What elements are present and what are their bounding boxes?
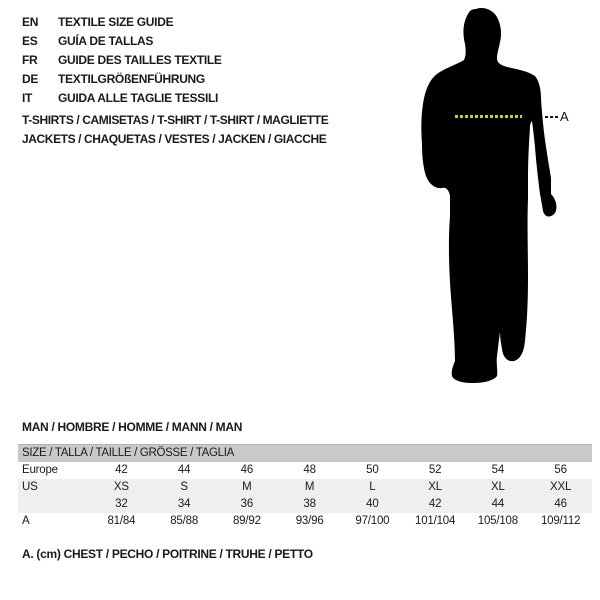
table-cell: 42: [428, 498, 442, 510]
table-cell: 105/108: [477, 515, 518, 527]
language-code: IT: [22, 91, 33, 105]
language-list: [22, 13, 222, 108]
table-cell: 89/92: [232, 515, 261, 527]
table-cell: 101/104: [415, 515, 456, 527]
table-row-us-numbers: [18, 496, 592, 513]
table-cell: 50: [366, 464, 379, 476]
table-row-us-letters: [18, 479, 592, 496]
language-code: FR: [22, 53, 38, 67]
row-label: Europe: [22, 464, 58, 476]
table-cell: 46: [554, 498, 567, 510]
language-row-en: [22, 13, 222, 32]
garment-line-jackets: JACKETS / CHAQUETAS / VESTES / JACKEN / GIACCHE: [22, 132, 327, 146]
chest-measure-line-outer: [545, 116, 560, 118]
table-cell: 109/112: [540, 515, 581, 527]
language-label: TEXTILGRÖßENFÜHRUNG: [58, 72, 205, 86]
table-cell: XL: [428, 481, 442, 493]
row-label: US: [22, 481, 38, 493]
table-cell: 85/88: [170, 515, 199, 527]
table-cell: 93/96: [295, 515, 324, 527]
language-label: GUIDE DES TAILLES TEXTILE: [58, 53, 222, 67]
table-cell: 34: [177, 498, 191, 510]
table-cell: 48: [303, 464, 316, 476]
language-code: DE: [22, 72, 39, 86]
table-cell: 40: [366, 498, 379, 510]
language-label: TEXTILE SIZE GUIDE: [58, 15, 174, 29]
garment-line-tshirts: T-SHIRTS / CAMISETAS / T-SHIRT / T-SHIRT / MAGLIETTE: [22, 113, 329, 127]
table-cell: 42: [115, 464, 128, 476]
size-table: [18, 444, 592, 530]
table-cell: 54: [491, 464, 505, 476]
language-label: GUIDA ALLE TAGLIE TESSILI: [58, 91, 219, 105]
size-table-header: SIZE / TALLA / TAILLE / GRÖSSE / TAGLIA: [18, 444, 592, 462]
section-title-man: MAN / HOMBRE / HOMME / MANN / MAN: [22, 420, 243, 434]
table-row-europe: [18, 462, 592, 479]
table-cell: 46: [240, 464, 254, 476]
row-label: [18, 496, 90, 513]
language-row-it: [22, 89, 222, 108]
table-cell: 52: [428, 464, 442, 476]
language-code: ES: [22, 34, 38, 48]
table-cell: M: [242, 481, 252, 493]
table-cell: XL: [491, 481, 505, 493]
table-cell: XS: [113, 481, 129, 493]
table-cell: 44: [491, 498, 505, 510]
table-cell: 36: [240, 498, 254, 510]
language-row-es: [22, 32, 222, 51]
row-label: A: [22, 515, 30, 527]
table-cell: XXL: [550, 481, 572, 493]
garment-types: [22, 111, 328, 149]
table-cell: 97/100: [355, 515, 390, 527]
language-row-fr: [22, 51, 222, 70]
table-cell: 81/84: [107, 515, 136, 527]
measurement-footnote: A. (cm) CHEST / PECHO / POITRINE / TRUHE / PETTO: [22, 547, 313, 561]
table-cell: 32: [115, 498, 128, 510]
table-cell: 38: [303, 498, 316, 510]
table-cell: L: [369, 481, 376, 493]
table-cell: M: [304, 481, 315, 493]
language-code: EN: [22, 15, 39, 29]
measure-label-a: A: [560, 109, 569, 124]
table-cell: 56: [554, 464, 567, 476]
language-label: GUÍA DE TALLAS: [58, 34, 154, 48]
language-row-de: [22, 70, 222, 89]
table-row-chest-cm: [18, 513, 592, 530]
man-silhouette: [400, 0, 600, 400]
table-cell: S: [180, 481, 188, 493]
table-cell: 44: [177, 464, 191, 476]
chest-measure-line-inner: [455, 115, 522, 118]
